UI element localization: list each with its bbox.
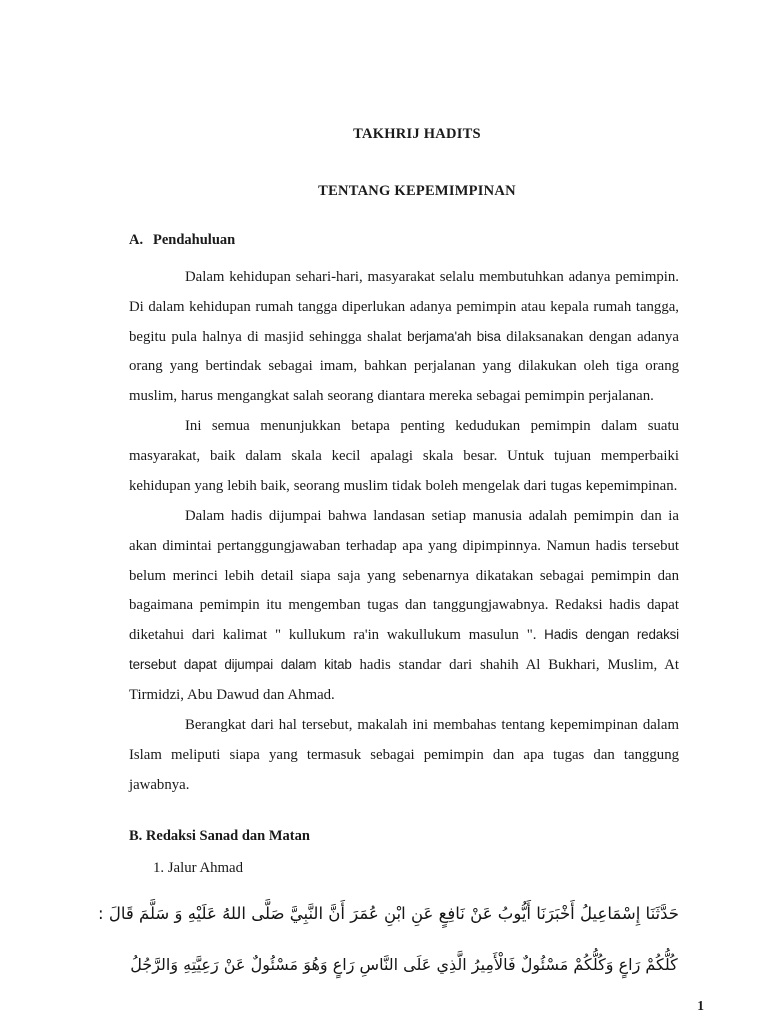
page-subtitle: TENTANG KEPEMIMPINAN [318, 183, 516, 200]
document-content [98, 126, 680, 981]
paragraph-1-alt-run: berjama'ah bisa [407, 328, 501, 344]
paragraph-1 [129, 263, 679, 412]
section-title-a: Pendahuluan [153, 231, 236, 248]
page-number: 1 [697, 998, 704, 1013]
paragraph-3-text: Dalam hadis dijumpai bahwa landasan setiap manusia adalah pemimpin dan ia akan dimintai pertanggungjawaban terhadap apa yang dipimpinnya. Namun hadis tersebut belum merinci lebih detail siapa saja yang sebenarnya dikatakan sebagai pemimpin dan bagaimana pemimpin itu mengemban tugas dan tanggungjawabnya. Redaksi hadis dapat diketahui dari kalimat " kullukum ra'in wakullukum masulun ". [129, 507, 679, 644]
paragraph-3-alt-run: Hadis dengan redaksi tersebut dapat dijumpai dalam kitab [129, 627, 679, 673]
section-letter-a: A. [129, 231, 144, 248]
paragraph-2-text: Ini semua menunjukkan betapa penting kedudukan pemimpin dalam suatu masyarakat, baik dalam skala kecil apalagi skala besar. Untuk tujuan memperbaiki kehidupan yang lebih baik, seorang muslim tidak boleh mengelak dari tugas kepemimpinan. [129, 418, 679, 494]
paragraph-4 [129, 711, 679, 801]
section-heading-b: B. Redaksi Sanad dan Matan [129, 827, 310, 844]
arabic-matan-line-2: كُلُّكُمْ رَاعٍ وَكُلُّكُمْ مَسْئُولٌ فَالْأَمِيرُ الَّذِي عَلَى النَّاسِ رَاعٍ وَهُوَ مَسْئُولٌ عَنْ رَعِيَّتِهِ وَالرَّجُلُ [130, 954, 678, 974]
paragraph-3-text-after: hadis standar dari shahih Al Bukhari, Muslim, At Tirmidzi, Abu Dawud dan Ahmad. [129, 657, 680, 704]
paragraph-4-text: Berangkat dari hal tersebut, makalah ini membahas tentang kepemimpinan dalam Islam meliputi siapa yang termasuk sebagai pemimpin dan apa tugas dan tanggung jawabnya. [129, 716, 679, 793]
subitem-jalur-ahmad: 1. Jalur Ahmad [153, 859, 244, 876]
section-heading-a [129, 232, 679, 249]
paragraph-3 [129, 502, 679, 711]
paragraph-2 [129, 412, 679, 502]
paragraph-1-text-after: dilaksanakan dengan adanya orang yang bertindak sebagai imam, bahkan perjalanan yang dilakukan oleh tiga orang muslim, harus mengangkat salah seorang diantara mereka sebagai pemimpin perjalanan. [129, 328, 679, 405]
paragraph-1-text: Dalam kehidupan sehari-hari, masyarakat selalu membutuhkan adanya pemimpin. Di dalam kehidupan rumah tangga diperlukan adanya pemimpin atau kepala rumah tangga, begitu pula halnya di masjid sehingga shalat [129, 268, 679, 345]
page-title: TAKHRIJ HADITS [353, 126, 481, 142]
arabic-sanad-line-1: حَدَّثَنَا إِسْمَاعِيلُ أَخْبَرَنَا أَيُّوبُ عَنْ نَافِعٍ عَنِ ابْنِ عُمَرَ أَنَّ النَّبِيَّ صَلَّى اللهُ عَلَيْهِ وَ سَلَّمَ قَالَ : [98, 903, 679, 923]
